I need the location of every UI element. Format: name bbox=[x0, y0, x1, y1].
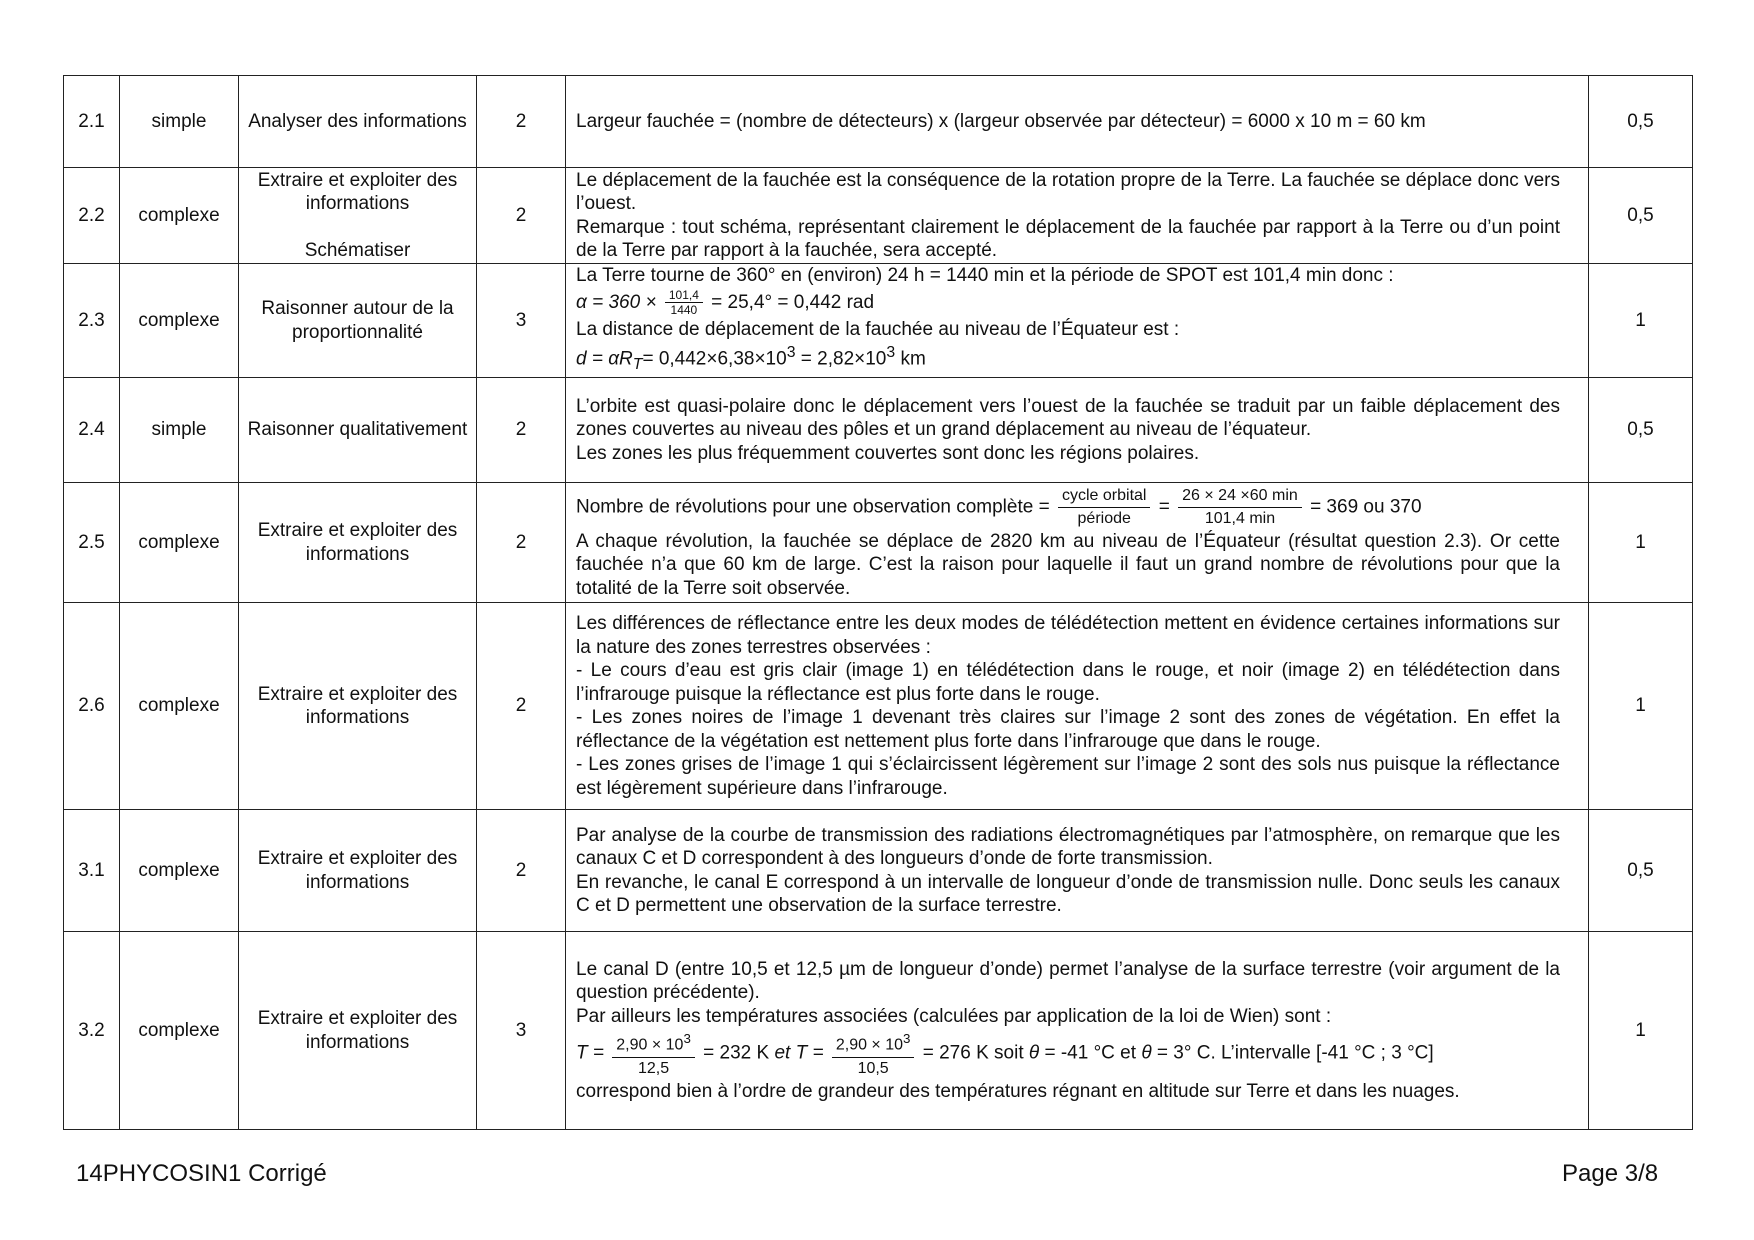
table-row bbox=[64, 810, 1693, 932]
points-cell: 1 bbox=[1589, 932, 1693, 1130]
answer-text: Par analyse de la courbe de transmission des radiations électromagnétiques par l’atmosphère, on remarque que les canaux C et D correspondent à des longueurs d’onde de forte transmission. bbox=[576, 824, 1560, 869]
answer-text: La distance de déplacement de la fauchée au niveau de l’Équateur est : bbox=[576, 318, 1180, 340]
answer-text: La Terre tourne de 360° en (environ) 24 h = 1440 min et la période de SPOT est 101,4 min donc : bbox=[576, 265, 1394, 287]
skill-cell: Raisonner qualitativement bbox=[239, 378, 477, 483]
answer-text: Le canal D (entre 10,5 et 12,5 µm de longueur d’onde) permet l’analyse de la surface terrestre (voir argument de la question précédente). bbox=[576, 958, 1560, 1004]
question-type: simple bbox=[120, 76, 239, 168]
answer-text: - Les zones noires de l’image 1 devenant très claires sur l’image 2 sont des zones de végétation. En effet la réflectance de la végétation est nettement plus forte dans l’infrarouge que dans le rouge. bbox=[576, 707, 1560, 752]
skill-cell: Extraire et exploiter des informations bbox=[239, 483, 477, 603]
answer-text: Largeur fauchée = (nombre de détecteurs) x (largeur observée par détecteur) = 6000 x 10 m = 60 km bbox=[576, 110, 1426, 132]
table-row bbox=[64, 378, 1693, 483]
table-row bbox=[64, 932, 1693, 1130]
answer-text: - Les zones grises de l’image 1 qui s’éclaircissent légèrement sur l’image 2 sont des sols nus puisque la réflectance est légèrement supérieure dans l’infrarouge. bbox=[576, 754, 1560, 799]
answer-text: Le déplacement de la fauchée est la conséquence de la rotation propre de la Terre. La fauchée se déplace donc vers l’ouest. bbox=[576, 169, 1560, 214]
answer-text: Les zones les plus fréquemment couvertes sont donc les régions polaires. bbox=[576, 442, 1200, 464]
fraction: $\frac{26 \times 24 \times 60 \min}{101,4 \min}$ bbox=[1178, 485, 1302, 530]
question-type: complexe bbox=[120, 168, 239, 264]
answer-text: - Le cours d’eau est gris clair (image 1) en télédétection dans le rouge, et noir (image 2) en télédétection dans l’infrarouge puisque la réflectance est plus forte dans le rouge. bbox=[576, 660, 1560, 705]
answer-text: En revanche, le canal E correspond à un intervalle de longueur d’onde de transmission nulle. Donc seuls les canaux C et D permettent une observation de la surface terrestre. bbox=[576, 871, 1560, 916]
points-cell: 0,5 bbox=[1589, 378, 1693, 483]
table-row bbox=[64, 264, 1693, 378]
points-cell: 0,5 bbox=[1589, 168, 1693, 264]
skill-cell: Extraire et exploiter des informations bbox=[239, 603, 477, 810]
question-number: 3.1 bbox=[64, 810, 120, 932]
skill-cell: Analyser des informations bbox=[239, 76, 477, 168]
level-cell: 2 bbox=[477, 810, 566, 932]
level-cell: 2 bbox=[477, 483, 566, 603]
fraction: $\frac{2,90 \times 10^3}{10,5}$ bbox=[832, 1028, 915, 1079]
question-type: complexe bbox=[120, 264, 239, 378]
points-cell: 1 bbox=[1589, 483, 1693, 603]
answer-cell bbox=[566, 168, 1589, 264]
question-number: 2.6 bbox=[64, 603, 120, 810]
question-type: simple bbox=[120, 378, 239, 483]
question-type: complexe bbox=[120, 483, 239, 603]
level-cell: 2 bbox=[477, 378, 566, 483]
answer-text: A chaque révolution, la fauchée se déplace de 2820 km au niveau de l’Équateur (résultat question 2.3). Or cette fauchée n’a que 60 km de large. C’est la raison pour laquelle il faut un grand nombre de révolutions pour que la totalité de la Terre soit observée. bbox=[576, 530, 1560, 599]
level-cell: 2 bbox=[477, 603, 566, 810]
table-row bbox=[64, 483, 1693, 603]
points-cell: 0,5 bbox=[1589, 76, 1693, 168]
question-number: 3.2 bbox=[64, 932, 120, 1130]
document-code: 14PHYCOSIN1 Corrigé bbox=[76, 1160, 327, 1187]
answer-cell bbox=[566, 603, 1589, 810]
question-type: complexe bbox=[120, 932, 239, 1130]
question-type: complexe bbox=[120, 810, 239, 932]
grading-table bbox=[63, 75, 1693, 1130]
formula-wien: T = $\frac{2,90 \times 10^3}{12,5}$ = 232 K et T = $\frac{2,90 \times 10^3}{10,5}$ = 276 K soit θ = -41 °C et θ = 3° C. L’intervalle [-41 °C ; 3 °C] bbox=[576, 1028, 1560, 1079]
skill-cell: Extraire et exploiter des informations bbox=[239, 810, 477, 932]
answer-text: Les différences de réflectance entre les deux modes de télédétection mettent en évidence certaines informations sur la nature des zones terrestres observées : bbox=[576, 613, 1560, 658]
skill-cell: Raisonner autour de la proportionnalité bbox=[239, 264, 477, 378]
answer-cell bbox=[566, 810, 1589, 932]
table-row bbox=[64, 76, 1693, 168]
fraction: $\frac{101,4}{1440}$ bbox=[665, 288, 703, 317]
formula-distance: $d = \alpha R_T= 0,442\times 6,38\times 10^3 = 2,82\times 10^3$ km bbox=[576, 344, 926, 374]
points-cell: 1 bbox=[1589, 603, 1693, 810]
answer-cell bbox=[566, 483, 1589, 603]
level-cell: 2 bbox=[477, 168, 566, 264]
points-cell: 0,5 bbox=[1589, 810, 1693, 932]
answer-cell bbox=[566, 378, 1589, 483]
level-cell: 3 bbox=[477, 264, 566, 378]
answer-text: Par ailleurs les températures associées (calculées par application de la loi de Wien) sont : bbox=[576, 1005, 1332, 1027]
level-cell: 3 bbox=[477, 932, 566, 1130]
answer-text: correspond bien à l’ordre de grandeur des températures régnant en altitude sur Terre et dans les nuages. bbox=[576, 1080, 1460, 1102]
question-number: 2.4 bbox=[64, 378, 120, 483]
level-cell: 2 bbox=[477, 76, 566, 168]
question-type: complexe bbox=[120, 603, 239, 810]
question-number: 2.5 bbox=[64, 483, 120, 603]
question-number: 2.3 bbox=[64, 264, 120, 378]
table-row bbox=[64, 603, 1693, 810]
page-number: Page 3/8 bbox=[1562, 1160, 1659, 1187]
answer-cell bbox=[566, 264, 1589, 378]
formula-alpha: α = 360 × $\frac{101,4}{1440}$ = 25,4° = 0,442 rad bbox=[576, 288, 875, 318]
question-number: 2.1 bbox=[64, 76, 120, 168]
question-number: 2.2 bbox=[64, 168, 120, 264]
answer-cell bbox=[566, 76, 1589, 168]
points-cell: 1 bbox=[1589, 264, 1693, 378]
fraction: $\frac{\text{cycle orbital}}{\text{période}}$ bbox=[1058, 485, 1150, 530]
skill-cell: Extraire et exploiter des informations bbox=[239, 932, 477, 1130]
fraction: $\frac{2,90 \times 10^3}{12,5}$ bbox=[612, 1028, 695, 1079]
table-row bbox=[64, 168, 1693, 264]
formula-revolutions: Nombre de révolutions pour une observation complète = $\frac{\text{cycle orbital}}{\text{période}}$ = $\frac{26 \times 24 \times 60 \min}{101,4 \min}$ = 369 ou 370 bbox=[576, 485, 1560, 530]
answer-text: L’orbite est quasi-polaire donc le déplacement vers l’ouest de la fauchée se traduit par un faible déplacement des zones couvertes au niveau des pôles et un grand déplacement au niveau de l’équateur. bbox=[576, 395, 1560, 441]
answer-text: Remarque : tout schéma, représentant clairement le déplacement de la fauchée par rapport à la Terre ou d’un point de la Terre par rapport à la fauchée, sera accepté. bbox=[576, 216, 1560, 261]
skill-cell: Extraire et exploiter des informations Schématiser bbox=[239, 168, 477, 264]
answer-cell bbox=[566, 932, 1589, 1130]
